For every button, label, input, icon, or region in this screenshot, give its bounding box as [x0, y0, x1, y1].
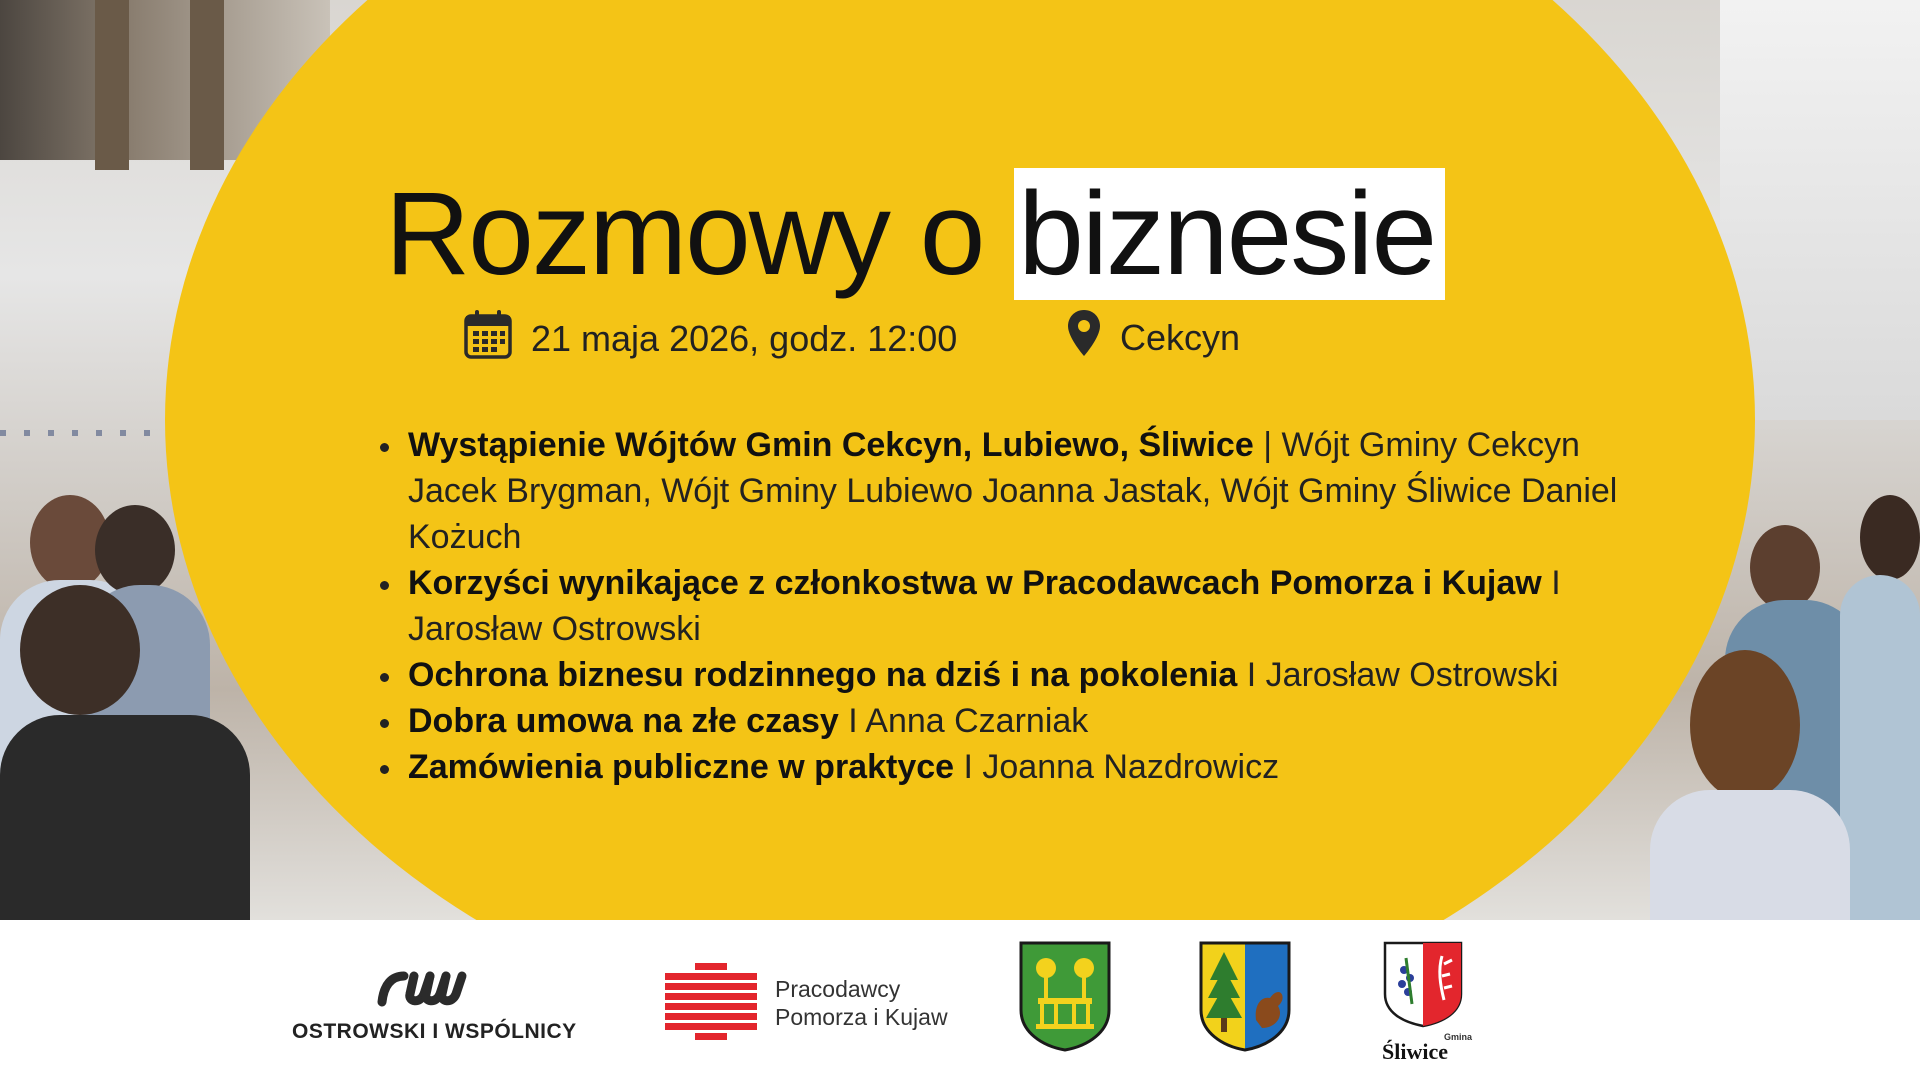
sliwice-logo — [1382, 940, 1472, 1065]
event-title — [385, 166, 1445, 302]
agenda-item — [404, 698, 1644, 744]
event-date — [463, 308, 957, 369]
calendar-icon — [463, 308, 513, 369]
agenda-topic: Dobra umowa na złe czasy — [408, 702, 839, 740]
ppk-name-line2: Pomorza i Kujaw — [775, 1004, 948, 1030]
ostrowski-logo — [292, 968, 577, 1044]
agenda-speakers: I Joanna Nazdrowicz — [954, 748, 1280, 786]
agenda-speakers: I Jarosław Ostrowski — [408, 564, 1561, 648]
agenda-topic: Zamówienia publiczne w praktyce — [408, 748, 955, 786]
sliwice-name: Śliwice — [1382, 1039, 1448, 1064]
event-date-text: 21 maja 2026, godz. 12:00 — [531, 317, 958, 359]
agenda-topic: Korzyści wynikające z członkostwa w Pracodawcach Pomorza i Kujaw — [408, 564, 1542, 602]
agenda-topic: Wystąpienie Wójtów Gmin Cekcyn, Lubiewo, Śliwice — [408, 426, 1254, 464]
event-location-text: Cekcyn — [1120, 316, 1241, 358]
ppk-logo — [665, 963, 948, 1043]
ppk-name-line1: Pracodawcy — [775, 976, 901, 1002]
title-part1: Rozmowy o — [385, 168, 1015, 300]
event-location — [1066, 308, 1240, 367]
sponsor-footer — [0, 920, 1920, 1080]
agenda-item — [404, 422, 1644, 560]
agenda-speakers: | Wójt Gminy Cekcyn Jacek Brygman, Wójt Gminy Lubiewo Joanna Jastak, Wójt Gminy Śliwice Daniel Kożuch — [408, 426, 1618, 556]
map-pin-icon — [1066, 308, 1102, 367]
agenda-item — [404, 560, 1644, 652]
agenda-item — [404, 744, 1644, 790]
cekcyn-crest-icon — [1018, 940, 1112, 1056]
title-highlight: biznesie — [1014, 168, 1445, 300]
agenda-list — [368, 422, 1644, 790]
lubiewo-crest-icon — [1198, 940, 1292, 1056]
sliwice-crest-icon — [1382, 940, 1464, 1028]
agenda-item — [404, 652, 1644, 698]
ppk-mark-icon — [665, 963, 757, 1043]
agenda-speakers: I Anna Czarniak — [838, 702, 1089, 740]
agenda-speakers: I Jarosław Ostrowski — [1237, 656, 1559, 694]
ostrowski-mark-icon — [292, 968, 572, 1008]
agenda-topic: Ochrona biznesu rodzinnego na dziś i na pokolenia — [408, 656, 1238, 694]
sliwice-gmina-label: Gmina — [1443, 1032, 1472, 1042]
ostrowski-name: OSTROWSKI I WSPÓLNICY — [292, 1020, 577, 1043]
